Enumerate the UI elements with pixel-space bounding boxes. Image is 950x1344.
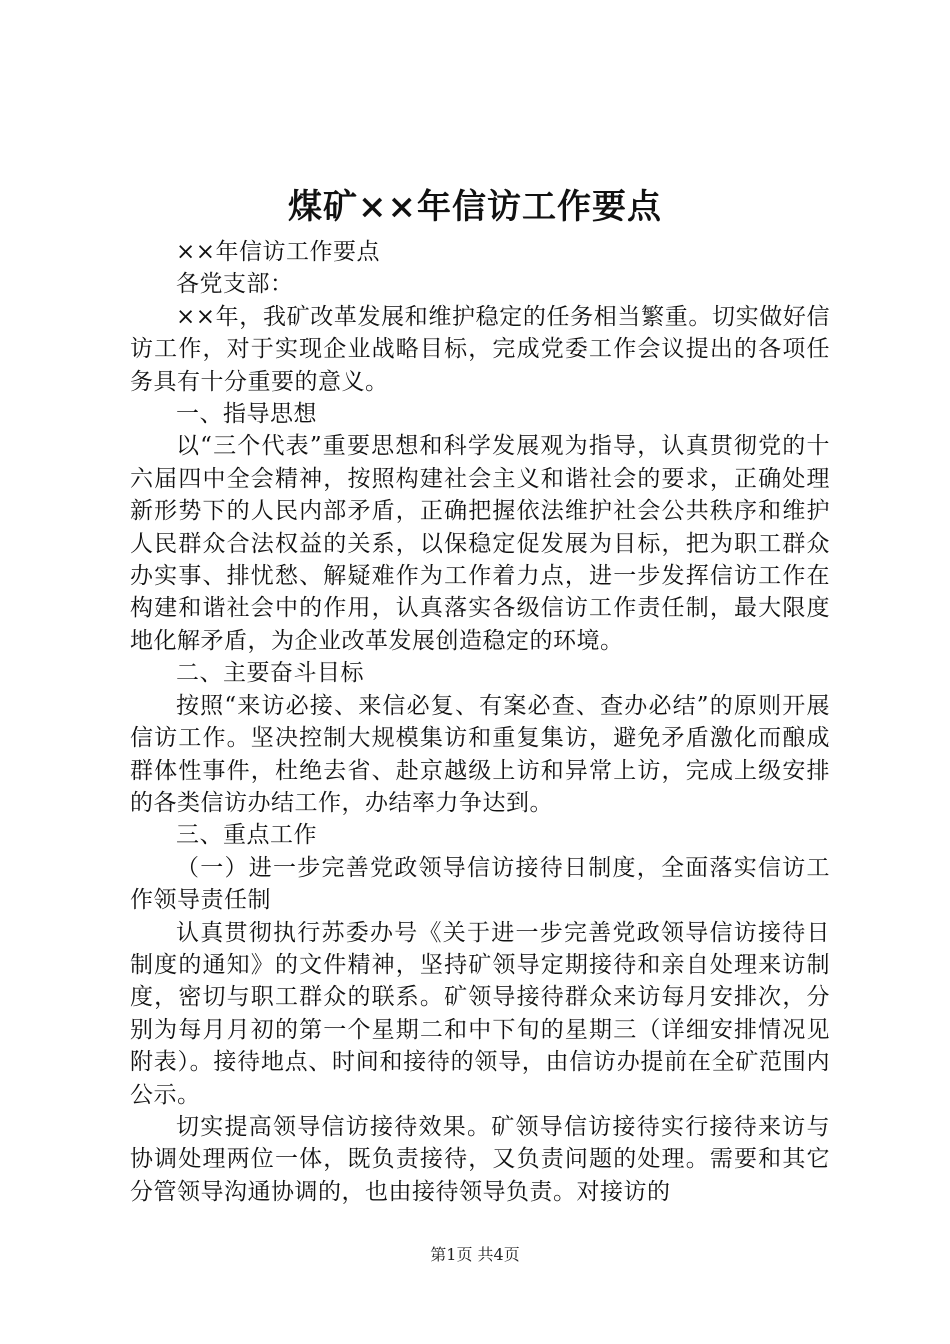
body-paragraph: ××年，我矿改革发展和维护稳定的任务相当繁重。切实做好信访工作，对于实现企业战略目标，完成党委工作会议提出的各项任务具有十分重要的意义。 <box>130 303 830 395</box>
document-title: 煤矿××年信访工作要点 <box>288 187 662 227</box>
page-footer: 第1页 共4页 <box>430 1245 520 1264</box>
section-heading: 三、重点工作 <box>176 822 317 849</box>
body-paragraph: 各党支部： <box>176 271 294 298</box>
subsection-heading: （一）进一步完善党政领导信访接待日制度，全面落实信访工作领导责任制 <box>130 854 830 914</box>
section-heading: 一、指导思想 <box>176 401 317 428</box>
document-body <box>130 236 830 1208</box>
body-paragraph: 认真贯彻执行苏委办号《关于进一步完善党政领导信访接待日制度的通知》的文件精神，坚持矿领导定期接待和亲自处理来访制度，密切与职工群众的联系。矿领导接待群众来访每月安排次，分别为每月月初的第一个星期二和中下旬的星期三（详细安排情况见附表）。接待地点、时间和接待的领导，由信访办提前在全矿范围内公示。 <box>130 919 830 1108</box>
body-paragraph: 切实提高领导信访接待效果。矿领导信访接待实行接待来访与协调处理两位一体，既负责接待，又负责问题的处理。需要和其它分管领导沟通协调的，也由接待领导负责。对接访的 <box>130 1113 830 1205</box>
section-heading: 二、主要奋斗目标 <box>176 660 364 687</box>
body-paragraph: ××年信访工作要点 <box>176 239 381 265</box>
body-paragraph: 以“三个代表”重要思想和科学发展观为指导，认真贯彻党的十六届四中全会精神，按照构建社会主义和谐社会的要求，正确处理新形势下的人民内部矛盾，正确把握依法维护社会公共秩序和维护人民群众合法权益的关系，以保稳定促发展为目标，把为职工群众办实事、排忧愁、解疑难作为工作着力点，进一步发挥信访工作在构建和谐社会中的作用，认真落实各级信访工作责任制，最大限度地化解矛盾，为企业改革发展创造稳定的环境。 <box>130 433 830 654</box>
body-paragraph: 按照“来访必接、来信必复、有案必查、查办必结”的原则开展信访工作。坚决控制大规模集访和重复集访，避免矛盾激化而酿成群体性事件，杜绝去省、赴京越级上访和异常上访，完成上级安排的各类信访办结工作，办结率力争达到。 <box>130 692 830 816</box>
